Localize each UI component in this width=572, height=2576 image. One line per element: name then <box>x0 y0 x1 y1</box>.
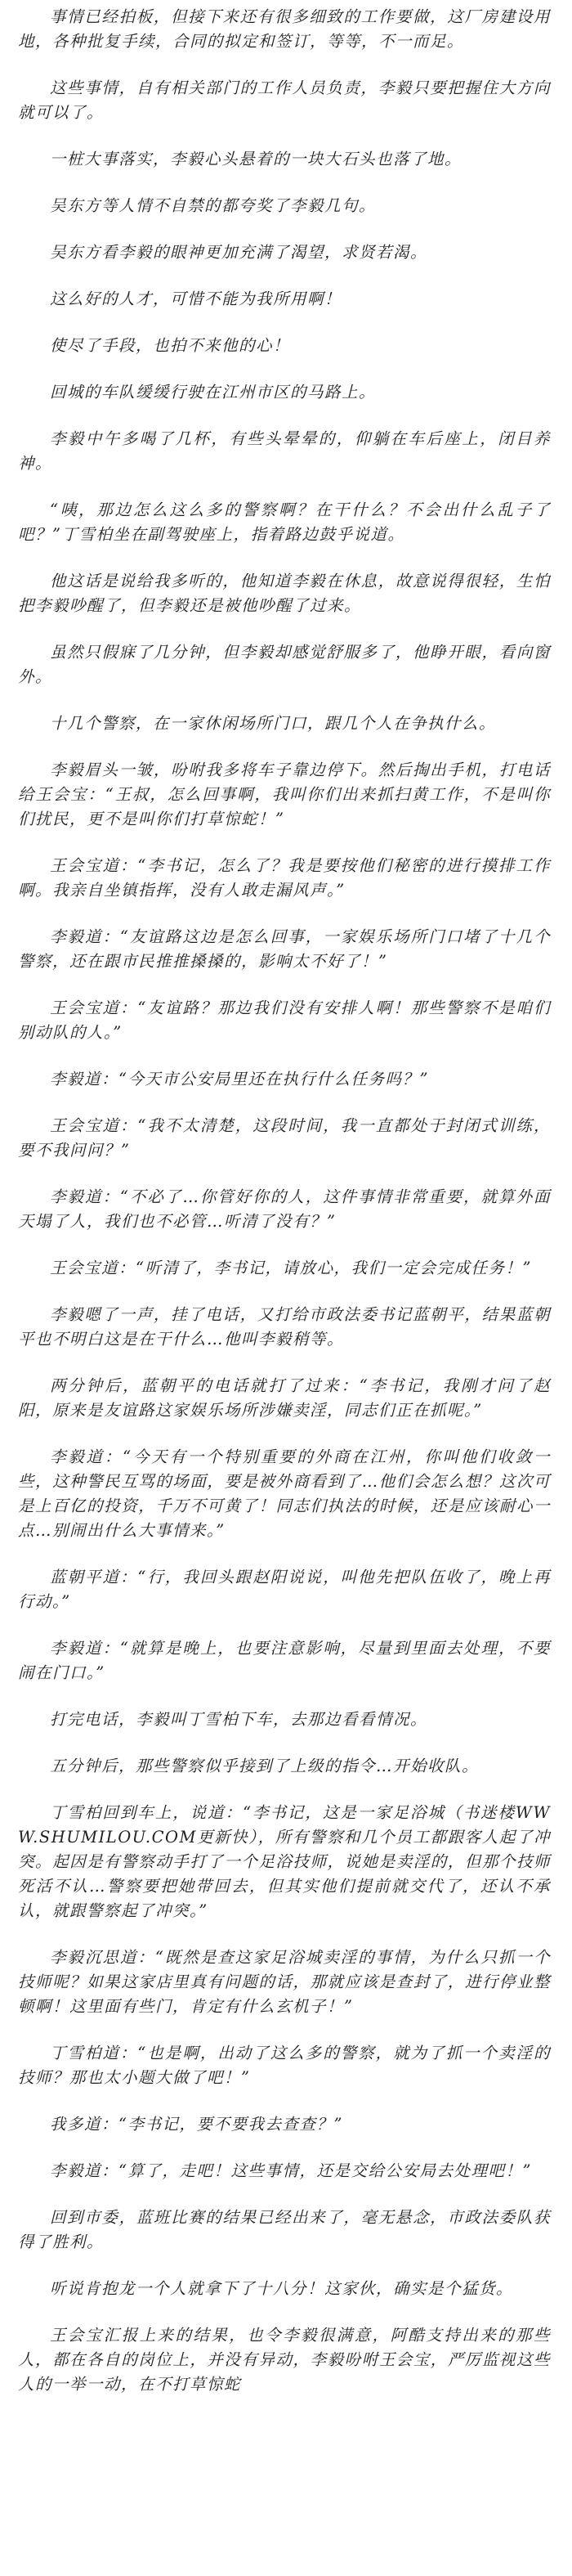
paragraph: 李毅眉头一皱，吩咐我多将车子靠边停下。然后掏出手机，打电话给王会宝：“王叔，怎么回事啊，我叫你们出来抓扫黄工作，不是叫你们扰民，更不是叫你们打草惊蛇！” <box>18 761 551 828</box>
paragraph: 吴东方等人情不自禁的都夸奖了李毅几句。 <box>50 196 377 215</box>
paragraph: 李毅道：“今天市公安局里还在执行什么任务吗？” <box>50 1070 429 1088</box>
paragraph: 李毅道：“今天有一个特别重要的外商在江州，你叫他们收敛一些，这种警民互骂的场面，要是被外商看到了…他们会怎么想？这次可是上百亿的投资，千万不可黄了！同志们执法的时候，还是应该耐心一点…别闹出什么大事情来。” <box>18 1447 551 1540</box>
paragraph: 这些事情，自有相关部门的工作人员负责，李毅只要把握住大方向就可以了。 <box>18 79 551 122</box>
paragraph: 李毅沉思道：“既然是查这家足浴城卖淫的事情，为什么只抓一个技师呢？如果这家店里真有问题的话，那就应该是查封了，进行停业整顿啊！这里面有些门，肯定有什么玄机子！” <box>18 1948 551 2016</box>
paragraph: 王会宝道：“我不太清楚，这段时间，我一直都处于封闭式训练，要不我问问？” <box>18 1116 551 1160</box>
paragraph: 虽然只假寐了几分钟，但李毅却感觉舒服多了，他睁开眼，看向窗外。 <box>18 643 551 686</box>
paragraph: 丁雪柏回到车上，说道：“李书记，这是一家足浴城（书迷楼WWW.SHUMILOU.COM更新快），所有警察和几个员工都跟客人起了冲突。起因是有警察动手打了一个足浴技师，说她是卖淫的，但那个技师死活不认…警察要把她带回去，但其实他们提前就交代了，还认不承认，就跟警察起了冲突。” <box>18 1803 551 1920</box>
paragraph: 五分钟后，那些警察似乎接到了上级的指令…开始收队。 <box>50 1757 480 1775</box>
paragraph: 打完电话，李毅叫丁雪柏下车，去那边看看情况。 <box>50 1710 428 1729</box>
paragraph: 王会宝道：“听清了，李书记，请放心，我们一定会完成任务！” <box>50 1259 532 1277</box>
paragraph: 听说肯抱龙一个人就拿下了十八分！这家伙，确实是个猛货。 <box>50 2279 514 2298</box>
paragraph: “咦，那边怎么这么多的警察啊？在干什么？不会出什么乱子了吧？”丁雪柏坐在副驾驶座上，指着路边鼓乎说道。 <box>18 500 551 544</box>
paragraph: 这么好的人才，可惜不能为我所用啊！ <box>50 289 342 308</box>
paragraph: 回城的车队缓缓行驶在江州市区的马路上。 <box>50 383 377 402</box>
paragraph: 李毅道：“友谊路这边是怎么回事，一家娱乐场所门口堵了十几个警察，还在跟市民推推搡搡的，影响太不好了！” <box>18 927 551 971</box>
paragraph: 回到市委，蓝班比赛的结果已经出来了，毫无悬念，市政法委队获得了胜利。 <box>18 2208 551 2251</box>
paragraph: 使尽了手段，也拍不来他的心！ <box>50 336 291 355</box>
paragraph: 事情已经拍板，但接下来还有很多细致的工作要做，这厂房建设用地，各种批复手续，合同的拟定和签订，等等，不一而足。 <box>18 7 551 51</box>
paragraph: 吴东方看李毅的眼神更加充满了渴望，求贤若渴。 <box>50 243 428 262</box>
paragraph: 王会宝道：“友谊路？那边我们没有安排人啊！那些警察不是咱们别动队的人。” <box>18 999 551 1042</box>
paragraph: 十几个警察，在一家休闲场所门口，跟几个人在争执什么。 <box>50 714 497 733</box>
paragraph: 李毅中午多喝了几杯，有些头晕晕的，仰躺在车后座上，闭目养神。 <box>18 429 551 473</box>
paragraph: 我多道：“李书记，要不要我去查查？” <box>50 2115 343 2134</box>
paragraph: 两分钟后，蓝朝平的电话就打了过来：“李书记，我刚才问了赵阳，原来是友谊路这家娱乐场所涉嫌卖淫，同志们正在抓呢。” <box>18 1376 551 1420</box>
paragraph: 李毅道：“不必了…你管好你的人，这件事情非常重要，就算外面天塌了人，我们也不必管…听清了没有？” <box>18 1187 551 1231</box>
paragraph: 丁雪柏道：“也是啊，出动了这么多的警察，就为了抓一个卖淫的技师？那也太小题大做了吧！” <box>18 2044 551 2087</box>
paragraph: 王会宝汇报上来的结果，也令李毅很满意，阿酷支持出来的那些人，都在各自的岗位上，并没有异动，李毅吩咐王会宝，严厉监视这些人的一举一动，在不打草惊蛇 <box>18 2326 551 2394</box>
paragraph: 李毅道：“就算是晚上，也要注意影响，尽量到里面去处理，不要闹在门口。” <box>18 1639 551 1682</box>
paragraph: 蓝朝平道：“行，我回头跟赵阳说说，叫他先把队伍收了，晚上再行动。” <box>18 1568 551 1611</box>
paragraph: 一桩大事落实，李毅心头悬着的一块大石头也落了地。 <box>50 150 463 168</box>
paragraph: 李毅嗯了一声，挂了电话，又打给市政法委书记蓝朝平，结果蓝朝平也不明白这是在干什么…他叫李毅稍等。 <box>18 1305 551 1349</box>
paragraph: 王会宝道：“李书记，怎么了？我是要按他们秘密的进行摸排工作啊。我亲自坐镇指挥，没有人敢走漏风声。” <box>18 856 551 900</box>
paragraph: 李毅道：“算了，走吧！这些事情，还是交给公安局去处理吧！” <box>50 2161 532 2180</box>
paragraph: 他这话是说给我多听的，他知道李毅在休息，故意说得很轻，生怕把李毅吵醒了，但李毅还是被他吵醒了过来。 <box>18 572 551 615</box>
